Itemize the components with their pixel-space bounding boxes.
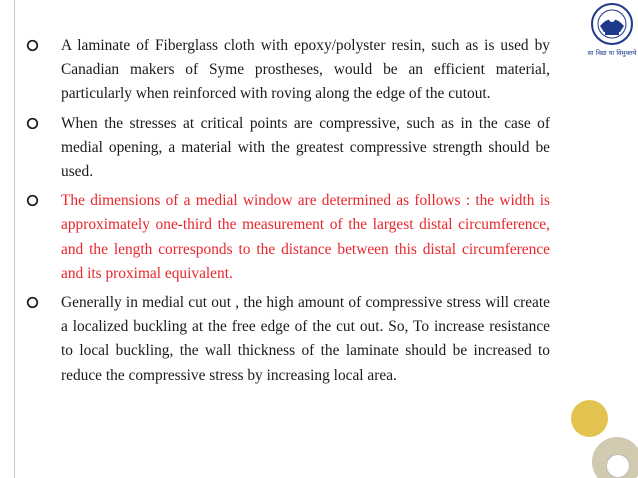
hollow-circle-bullet-icon	[26, 39, 39, 52]
bullet-text-2: When the stresses at critical points are compressive, such as in the case of medial opening, a material with the greatest compressive strength should be used.	[61, 114, 550, 181]
university-logo-icon	[586, 2, 638, 60]
logo-caption: सा विद्या या विमुक्तये	[587, 49, 637, 57]
hollow-circle-bullet-icon	[26, 296, 39, 309]
decorative-white-circle	[606, 454, 630, 478]
bullet-text-1: A laminate of Fiberglass cloth with epoxy/polyster resin, such as is used by Canadian makers of Syme prostheses, would be an efficient material, particularly when reinforced with roving along the edge of the cutout.	[61, 37, 550, 103]
bullet-item-1	[26, 34, 550, 107]
hollow-circle-bullet-icon	[26, 194, 39, 207]
bullet-list	[26, 34, 550, 393]
hollow-circle-bullet-icon	[26, 117, 39, 130]
bullet-item-3	[26, 189, 550, 286]
decorative-gold-circle	[571, 400, 608, 437]
bullet-item-4	[26, 291, 550, 388]
bullet-text-4: Generally in medial cut out , the high amount of compressive stress will create a localized buckling at the free edge of the cut out. So, To increase resistance to local buckling, the wall thickness of the laminate should be increased to reduce the compressive stress by increasing local area.	[61, 294, 550, 384]
left-border-line	[14, 0, 15, 478]
bullet-text-3: The dimensions of a medial window are determined as follows : the width is approximately one-third the measurement of the largest distal circumference, and the length corresponds to the distance between this distal circumference and its proximal equivalent.	[61, 192, 550, 282]
bullet-item-2	[26, 112, 550, 185]
